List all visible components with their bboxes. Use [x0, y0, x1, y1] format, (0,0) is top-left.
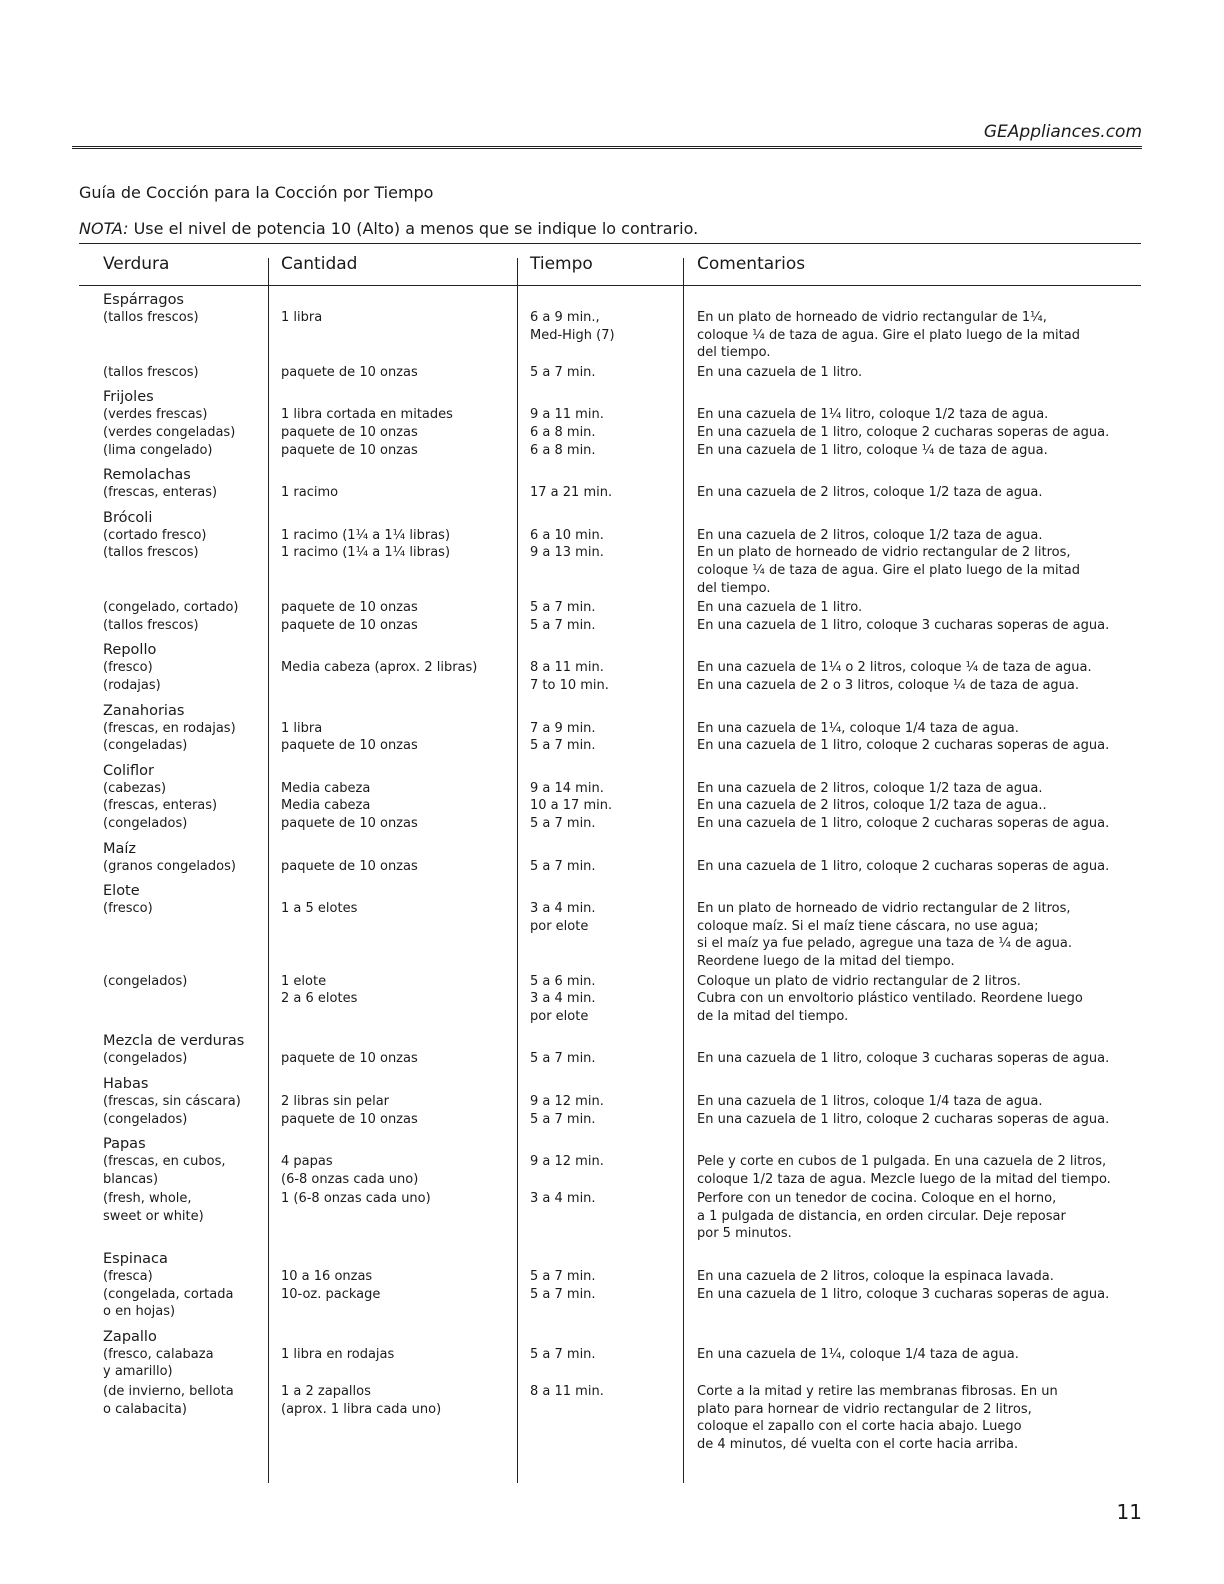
verdura-cell: (cortado fresco) (tallos frescos) — [103, 527, 207, 561]
vegetable-name: Habas — [103, 1075, 149, 1092]
vegetable-name: Zapallo — [103, 1328, 157, 1345]
comentarios-cell: En una cazuela de 2 litros, coloque 1/2 taza de agua. En una cazuela de 2 litros, coloque 1/2 taza de agua.. En una cazuela de 1 litro, coloque 2 cucharas soperas de agua. — [697, 780, 1110, 831]
table-row — [0, 484, 1224, 509]
table-row — [0, 406, 1224, 466]
tiempo-cell: 5 a 7 min. — [530, 858, 596, 874]
comentarios-cell: En una cazuela de 1 litro, coloque 2 cucharas soperas de agua. — [697, 858, 1110, 874]
tiempo-cell: 8 a 11 min. 7 to 10 min. — [530, 660, 609, 693]
comentarios-cell: Pele y corte en cubos de 1 pulgada. En una cazuela de 2 litros, coloque 1/2 taza de agua. Mezcle luego de la mitad del tiempo. — [697, 1154, 1111, 1187]
table-row — [0, 1153, 1224, 1190]
tiempo-cell: 17 a 21 min. — [530, 485, 613, 501]
table-row — [0, 1383, 1224, 1460]
table-row — [0, 1190, 1224, 1250]
table-row — [0, 659, 1224, 701]
column-header-tiempo: Tiempo — [530, 254, 593, 274]
table-row — [0, 364, 1224, 389]
tiempo-cell: 6 a 10 min. 9 a 13 min. — [530, 527, 604, 561]
comentarios-cell: En un plato de horneado de vidrio rectangular de 2 litros, coloque maíz. Si el maíz tiene cáscara, no use agua; si el maíz ya fue pelado, agregue una taza de ¼ de agua. Reordene luego de la mitad del tiempo. — [697, 901, 1073, 969]
cantidad-cell: 10 a 16 onzas 10-oz. package — [281, 1269, 381, 1302]
tiempo-cell: 9 a 12 min. — [530, 1154, 604, 1170]
tiempo-cell: 5 a 7 min. — [530, 1346, 596, 1362]
tiempo-cell: 5 a 7 min. 5 a 7 min. — [530, 1269, 596, 1302]
comentarios-cell: En un plato de horneado de vidrio rectangular de 1¼, coloque ¼ de taza de agua. Gire el plato luego de la mitad del tiempo. — [697, 310, 1080, 361]
table-row — [0, 858, 1224, 883]
comentarios-cell: Coloque un plato de vidrio rectangular de 2 litros. Cubra con un envoltorio plástico ventilado. Reordene luego de la mitad del tiempo. — [697, 973, 1083, 1024]
vegetable-name: Mezcla de verduras — [103, 1033, 245, 1050]
vegetable-name: Papas — [103, 1136, 146, 1153]
comentarios-cell: En una cazuela de 1 litro. En una cazuela de 1 litro, coloque 3 cucharas soperas de agua. — [697, 600, 1110, 633]
table-row — [0, 900, 1224, 972]
verdura-cell: (tallos frescos) — [103, 310, 199, 325]
cantidad-cell: 1 libra cortada en mitades paquete de 10 onzas paquete de 10 onzas — [281, 407, 453, 458]
vegetable-name: Espárragos — [103, 292, 184, 308]
table-row — [0, 309, 1224, 364]
cantidad-cell: 1 a 2 zapallos (aprox. 1 libra cada uno) — [281, 1384, 442, 1417]
verdura-cell: (congelados) — [103, 1051, 188, 1067]
vegetable-name: Espinaca — [103, 1251, 168, 1268]
note — [79, 219, 698, 238]
tiempo-cell: 3 a 4 min. — [530, 1191, 596, 1207]
comentarios-cell: En una cazuela de 2 litros, coloque la espinaca lavada. En una cazuela de 1 litro, coloque 3 cucharas soperas de agua. — [697, 1269, 1110, 1302]
cantidad-cell: paquete de 10 onzas paquete de 10 onzas — [281, 600, 418, 633]
vegetable-name: Maíz — [103, 840, 137, 857]
guide-title: Guía de Cocción para la Cocción por Tiempo — [79, 183, 434, 202]
table-row — [0, 1268, 1224, 1328]
cantidad-cell: 1 racimo — [281, 485, 339, 501]
table-header-rule — [79, 285, 1141, 286]
comentarios-cell: En una cazuela de 1¼, coloque 1/4 taza de agua. — [697, 1346, 1019, 1362]
verdura-cell: (cabezas) (frescas, enteras) (congelados) — [103, 780, 218, 831]
table-row — [0, 1050, 1224, 1075]
note-text: Use el nivel de potencia 10 (Alto) a menos que se indique lo contrario. — [128, 219, 699, 238]
site-url: GEAppliances.com — [983, 122, 1142, 142]
verdura-cell: (congelados) — [103, 973, 188, 989]
tiempo-cell: 5 a 7 min. — [530, 1051, 596, 1067]
vegetable-name: Remolachas — [103, 467, 191, 484]
column-header-verdura: Verdura — [103, 254, 170, 274]
cantidad-cell: Media cabeza (aprox. 2 libras) — [281, 660, 478, 676]
cantidad-cell: 4 papas (6-8 onzas cada uno) — [281, 1154, 419, 1187]
comentarios-cell: En una cazuela de 2 litros, coloque 1/2 taza de agua. — [697, 485, 1043, 501]
comentarios-cell: En una cazuela de 1 litros, coloque 1/4 taza de agua. En una cazuela de 1 litro, coloque 2 cucharas soperas de agua. — [697, 1093, 1110, 1127]
cantidad-cell: 1 a 5 elotes — [281, 901, 358, 917]
comentarios-cell: En una cazuela de 1 litro. — [697, 364, 863, 380]
tiempo-cell: 3 a 4 min. por elote — [530, 901, 596, 934]
column-header-cantidad: Cantidad — [281, 254, 358, 274]
verdura-cell: (frescas, en rodajas) (congeladas) — [103, 720, 236, 754]
table-row — [0, 599, 1224, 641]
table-top-rule — [79, 243, 1141, 244]
tiempo-cell: 6 a 9 min., Med-High (7) — [530, 310, 615, 343]
tiempo-cell: 9 a 14 min. 10 a 17 min. 5 a 7 min. — [530, 780, 613, 831]
vegetable-name: Elote — [103, 883, 140, 900]
tiempo-cell: 8 a 11 min. — [530, 1384, 604, 1400]
comentarios-cell: En una cazuela de 1¼ litro, coloque 1/2 taza de agua. En una cazuela de 1 litro, coloque 2 cucharas soperas de agua. En una cazuela de 1 litro, coloque ¼ de taza de agua. — [697, 407, 1110, 458]
comentarios-cell: Perfore con un tenedor de cocina. Coloque en el horno, a 1 pulgada de distancia, en orden circular. Deje reposar por 5 minutos. — [697, 1191, 1066, 1242]
verdura-cell: (fresco, calabaza y amarillo) — [103, 1346, 214, 1380]
verdura-cell: (de invierno, bellota o calabacita) — [103, 1384, 234, 1417]
tiempo-cell: 9 a 11 min. 6 a 8 min. 6 a 8 min. — [530, 407, 604, 458]
table-row — [0, 1346, 1224, 1383]
vegetable-name: Coliflor — [103, 762, 155, 779]
table-row — [0, 527, 1224, 599]
cantidad-cell: 2 libras sin pelar paquete de 10 onzas — [281, 1093, 418, 1127]
header-rule — [72, 146, 1142, 149]
vegetable-name: Frijoles — [103, 389, 154, 406]
table-row — [0, 1093, 1224, 1135]
cantidad-cell: 1 (6-8 onzas cada uno) — [281, 1191, 431, 1207]
comentarios-cell: En una cazuela de 1¼ o 2 litros, coloque ¼ de taza de agua. En una cazuela de 2 o 3 litros, coloque ¼ de taza de agua. — [697, 660, 1092, 693]
verdura-cell: (frescas, en cubos, blancas) — [103, 1154, 226, 1187]
cantidad-cell: 1 libra en rodajas — [281, 1346, 395, 1362]
cantidad-cell: 1 libra — [281, 310, 323, 325]
vegetable-name: Brócoli — [103, 509, 153, 526]
tiempo-cell: 9 a 12 min. 5 a 7 min. — [530, 1093, 604, 1127]
verdura-cell: (granos congelados) — [103, 858, 236, 874]
cantidad-cell: paquete de 10 onzas — [281, 364, 418, 380]
cooking-table-body — [0, 291, 1224, 1460]
cantidad-cell: 1 racimo (1¼ a 1¼ libras) 1 racimo (1¼ a 1¼ libras) — [281, 527, 451, 561]
cantidad-cell: 1 elote 2 a 6 elotes — [281, 973, 358, 1007]
verdura-cell: (fresh, whole, sweet or white) — [103, 1191, 204, 1224]
verdura-cell: (frescas, sin cáscara) (congelados) — [103, 1093, 241, 1127]
comentarios-cell: Corte a la mitad y retire las membranas fibrosas. En un plato para hornear de vidrio rectangular de 2 litros, coloque el zapallo con el corte hacia abajo. Luego de 4 minutos, dé vuelta con el corte hacia arriba. — [697, 1384, 1058, 1452]
tiempo-cell: 5 a 7 min. 5 a 7 min. — [530, 600, 596, 633]
verdura-cell: (fresco) (rodajas) — [103, 660, 161, 693]
verdura-cell: (verdes frescas) (verdes congeladas) (lima congelado) — [103, 407, 236, 458]
table-row — [0, 780, 1224, 840]
verdura-cell: (congelado, cortado) (tallos frescos) — [103, 600, 239, 633]
verdura-cell: (tallos frescos) — [103, 364, 199, 380]
vegetable-name: Repollo — [103, 642, 157, 659]
verdura-cell: (fresco) — [103, 901, 153, 917]
cantidad-cell: 1 libra paquete de 10 onzas — [281, 720, 418, 754]
comentarios-cell: En una cazuela de 2 litros, coloque 1/2 taza de agua. En un plato de horneado de vidrio rectangular de 2 litros, coloque ¼ de taza de agua. Gire el plato luego de la mitad del tiempo. — [697, 527, 1080, 596]
column-header-comentarios: Comentarios — [697, 254, 806, 274]
note-label: NOTA: — [79, 219, 129, 238]
table-row — [0, 720, 1224, 762]
comentarios-cell: En una cazuela de 1 litro, coloque 3 cucharas soperas de agua. — [697, 1051, 1110, 1067]
comentarios-cell: En una cazuela de 1¼, coloque 1/4 taza de agua. En una cazuela de 1 litro, coloque 2 cucharas soperas de agua. — [697, 720, 1110, 754]
cantidad-cell: paquete de 10 onzas — [281, 858, 418, 874]
table-row — [0, 973, 1224, 1033]
verdura-cell: (fresca) (congelada, cortada o en hojas) — [103, 1269, 234, 1320]
cantidad-cell: paquete de 10 onzas — [281, 1051, 418, 1067]
cantidad-cell: Media cabeza Media cabeza paquete de 10 onzas — [281, 780, 418, 831]
verdura-cell: (frescas, enteras) — [103, 485, 218, 501]
page-number: 11 — [1116, 1500, 1142, 1524]
tiempo-cell: 5 a 6 min. 3 a 4 min. por elote — [530, 973, 596, 1024]
tiempo-cell: 5 a 7 min. — [530, 364, 596, 380]
tiempo-cell: 7 a 9 min. 5 a 7 min. — [530, 720, 596, 754]
vegetable-name: Zanahorias — [103, 702, 185, 719]
